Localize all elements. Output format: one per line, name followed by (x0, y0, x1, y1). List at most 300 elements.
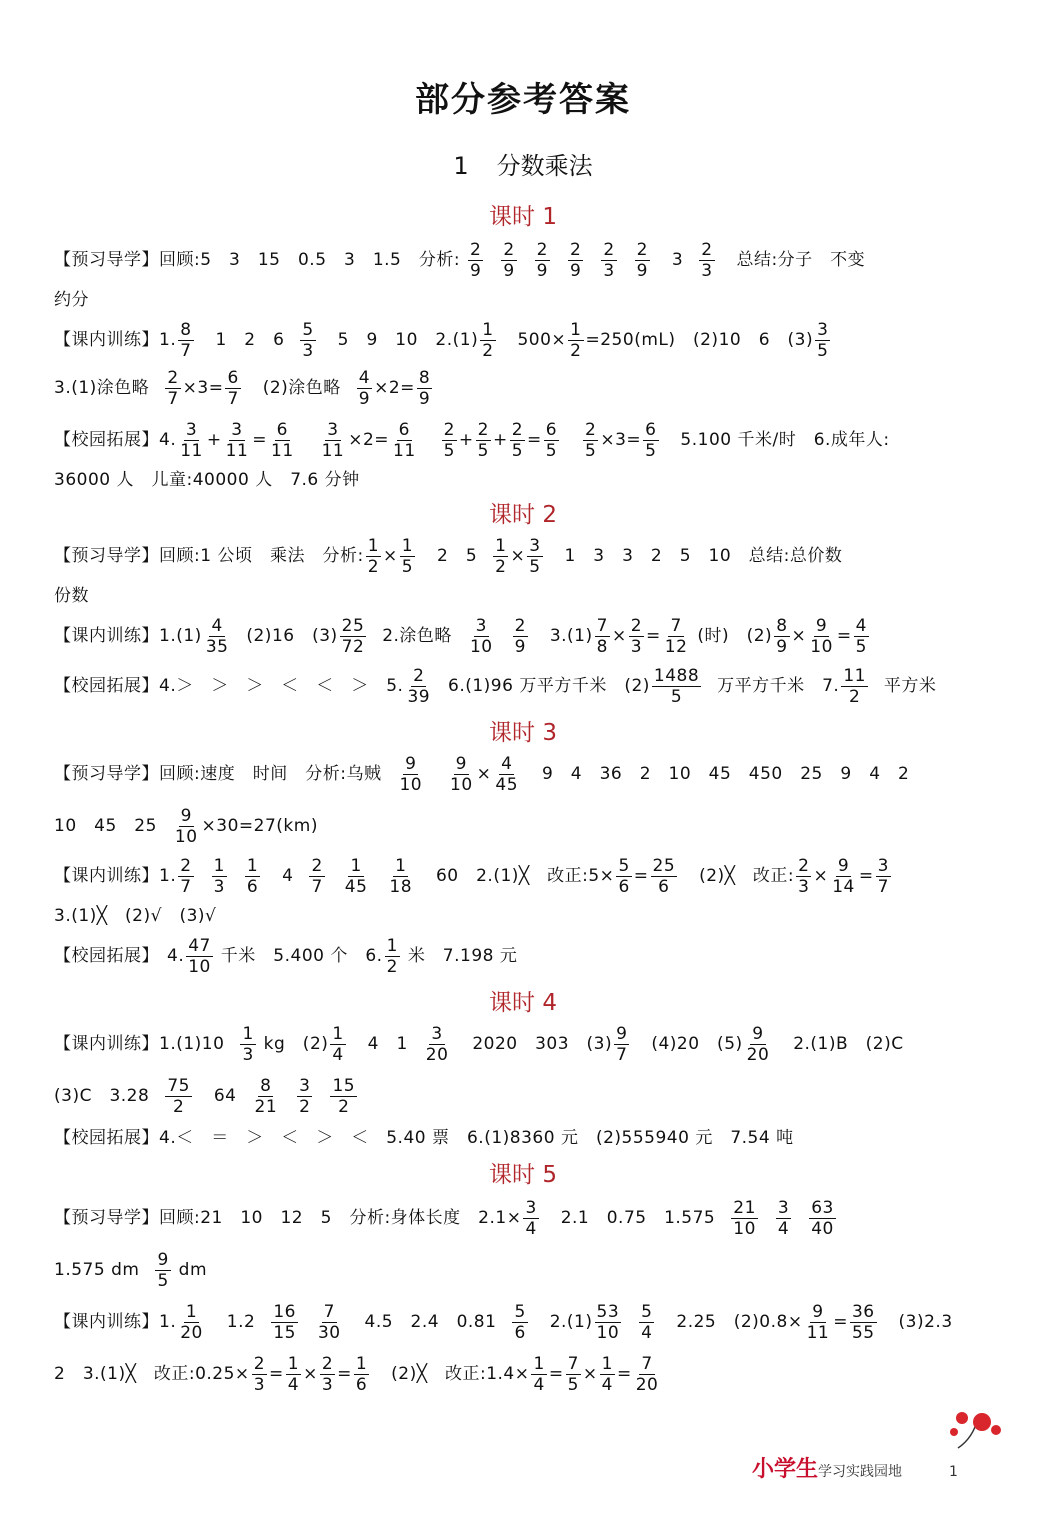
section-label: 【校园拓展】 (54, 946, 159, 966)
answer-text: 3.(1) (549, 626, 593, 646)
numerator: 2 (311, 855, 323, 876)
section-label: 【校园拓展】 (54, 1128, 159, 1148)
fraction (343, 856, 370, 897)
denominator: 21 (254, 1096, 278, 1117)
fraction (830, 856, 857, 897)
numerator: 6 (227, 367, 239, 388)
fraction (527, 536, 542, 577)
numerator: 2 (511, 419, 524, 440)
denominator: 45 (344, 876, 368, 897)
denominator: 3 (302, 340, 314, 361)
answer-text: 4. (159, 430, 177, 450)
denominator: 4 (777, 1218, 790, 1239)
fraction (316, 1302, 343, 1343)
answer-text: × (476, 764, 492, 784)
denominator: 5 (401, 556, 414, 577)
fraction (600, 1354, 615, 1395)
numerator: 2 (180, 855, 192, 876)
fraction (468, 616, 495, 657)
denominator: 6 (355, 1374, 368, 1395)
numerator: 3 (475, 615, 487, 636)
numerator: 9 (812, 1301, 824, 1322)
answer-line (54, 1194, 1016, 1242)
answer-text: 4.＜ ＝ ＞ ＜ ＞ ＜ 5.40 票 6.(1)8360 元 (2)555940 元 7.54 吨 (159, 1128, 794, 1148)
denominator: 3 (701, 260, 713, 281)
denominator: 11 (321, 440, 345, 461)
fraction (854, 616, 869, 657)
answer-text: (2)╳ 改正: (699, 866, 795, 886)
lesson-heading: 课时 1 (489, 204, 557, 230)
answer-text: 3 (671, 250, 684, 270)
answer-line (54, 750, 1016, 798)
numerator: 1 (482, 319, 494, 340)
fraction (178, 1302, 205, 1343)
numerator: 4 (855, 615, 867, 636)
numerator: 6 (398, 419, 410, 440)
answer-text: ×2= (348, 430, 390, 450)
denominator: 30 (317, 1322, 341, 1343)
denominator: 4 (601, 1374, 613, 1395)
numerator: 53 (596, 1301, 620, 1322)
numerator: 25 (341, 615, 365, 636)
section-label: 【预习导学】 (54, 250, 159, 270)
fraction (513, 616, 528, 657)
answer-text: 1.(1)10 (159, 1034, 225, 1054)
denominator: 3 (798, 876, 810, 897)
fraction (595, 1302, 622, 1343)
fraction (809, 1198, 836, 1239)
numerator: 3 (817, 319, 829, 340)
answer-text: (2)涂色略 (262, 378, 341, 398)
answer-text: 4. (167, 946, 185, 966)
fraction (876, 856, 891, 897)
fraction (583, 420, 598, 461)
denominator: 10 (188, 956, 211, 977)
answer-text: × (791, 626, 807, 646)
denominator: 9 (536, 260, 548, 281)
section-label: 【课内训练】 (54, 866, 159, 886)
denominator: 11 (225, 440, 249, 461)
numerator: 15 (332, 1075, 356, 1096)
numerator: 8 (180, 319, 192, 340)
section-label: 【预习导学】 (54, 1208, 159, 1228)
answer-text: (3)2.3 (898, 1312, 953, 1332)
numerator: 9 (405, 753, 417, 774)
answer-text: 2 5 (437, 546, 478, 566)
fraction (212, 856, 227, 897)
answer-text: 3.(1)╳ (2)√ (3)√ (54, 906, 217, 926)
answer-text: = (269, 1364, 284, 1384)
answer-text: 60 2.(1)╳ 改正:5× (435, 866, 615, 886)
denominator: 5 (645, 440, 657, 461)
denominator: 2 (386, 956, 398, 977)
answer-line (54, 662, 1016, 710)
numerator: 2 (536, 239, 548, 260)
denominator: 5 (157, 1270, 169, 1291)
numerator: 2 (443, 419, 455, 440)
denominator: 3 (603, 260, 615, 281)
numerator: 3 (299, 1075, 311, 1096)
fraction (776, 1198, 791, 1239)
fraction (385, 936, 400, 977)
fraction (252, 1354, 267, 1395)
fraction (424, 1024, 451, 1065)
numerator: 4 (358, 367, 371, 388)
numerator: 2 (636, 239, 648, 260)
answer-text: × (510, 546, 526, 566)
denominator: 5 (670, 686, 683, 707)
answer-text: 9 4 36 2 10 45 450 25 9 4 2 (541, 764, 910, 784)
fraction (468, 240, 483, 281)
numerator: 2 (477, 419, 489, 440)
numerator: 1 (570, 319, 582, 340)
numerator: 2 (570, 239, 582, 260)
numerator: 2 (603, 239, 615, 260)
answer-text: = (858, 866, 874, 886)
answer-text: 2.1 0.75 1.575 (560, 1208, 716, 1228)
numerator: 6 (545, 419, 558, 440)
answer-text: 3.(1)涂色略 (54, 378, 150, 398)
denominator: 5 (529, 556, 541, 577)
numerator: 1 (287, 1353, 300, 1374)
fraction (397, 754, 424, 795)
denominator: 9 (636, 260, 648, 281)
numerator: 1 (350, 855, 362, 876)
fraction (796, 856, 811, 897)
fraction (165, 368, 180, 409)
answer-text: × (582, 1364, 598, 1384)
denominator: 3 (630, 636, 643, 657)
answer-line (54, 1072, 1016, 1120)
answer-text: 1. (159, 330, 177, 350)
answer-text: 1.575 dm (54, 1260, 140, 1280)
answer-text: 500× (517, 330, 567, 350)
denominator: 7 (227, 388, 239, 409)
numerator: 5 (618, 855, 630, 876)
numerator: 6 (276, 419, 288, 440)
denominator: 11 (271, 440, 294, 461)
answer-text: (时) (2) (697, 626, 773, 646)
fraction (512, 1302, 527, 1343)
numerator: 2 (253, 1353, 266, 1374)
fraction (850, 1302, 877, 1343)
denominator: 40 (811, 1218, 834, 1239)
fraction (629, 616, 644, 657)
answer-text: 份数 (54, 586, 89, 606)
denominator: 8 (596, 636, 608, 657)
denominator: 5 (585, 440, 597, 461)
numerator: 2 (321, 1353, 334, 1374)
denominator: 4 (641, 1322, 653, 1343)
answer-text: 2 3.(1)╳ 改正:0.25× (54, 1364, 250, 1384)
answer-text: 1.2 (226, 1312, 256, 1332)
numerator: 36 (851, 1301, 875, 1322)
denominator: 9 (470, 260, 482, 281)
denominator: 7 (180, 340, 192, 361)
numerator: 9 (157, 1249, 169, 1270)
fraction (635, 240, 650, 281)
fraction (366, 536, 381, 577)
answer-text: + (206, 430, 222, 450)
answer-text: ×3= (182, 378, 224, 398)
denominator: 7 (311, 876, 323, 897)
fraction (186, 936, 213, 977)
answer-text: 2.(1) (549, 1312, 593, 1332)
fraction (652, 666, 701, 707)
answer-text: 4.5 2.4 0.81 (364, 1312, 497, 1332)
fraction (309, 856, 324, 897)
denominator: 4 (533, 1374, 545, 1395)
answer-text: × (383, 546, 398, 566)
answer-text: × (813, 866, 829, 886)
numerator: 5 (641, 1301, 653, 1322)
denominator: 5 (567, 1374, 579, 1395)
fraction (774, 616, 789, 657)
fraction (340, 616, 367, 657)
denominator: 35 (205, 636, 229, 657)
answer-text: 5 9 10 2.(1) (337, 330, 479, 350)
answer-text: 1. (159, 1312, 177, 1332)
numerator: 25 (652, 855, 676, 876)
denominator: 7 (877, 876, 889, 897)
denominator: 20 (635, 1374, 659, 1395)
numerator: 5 (514, 1301, 526, 1322)
fraction (731, 1198, 758, 1239)
fraction (595, 616, 610, 657)
answer-text: 约分 (54, 290, 89, 310)
numerator: 47 (188, 935, 211, 956)
answer-text: + (458, 430, 474, 450)
answer-text: + (492, 430, 508, 450)
answer-text: = (337, 1364, 352, 1384)
fraction (173, 806, 200, 847)
answer-line (54, 1350, 1016, 1398)
numerator: 63 (811, 1197, 834, 1218)
fraction (271, 1302, 298, 1343)
fraction (699, 240, 714, 281)
fraction (531, 1354, 546, 1395)
answer-text: kg (2) (263, 1034, 329, 1054)
denominator: 2 (172, 1096, 185, 1117)
numerator: 2 (514, 615, 526, 636)
fraction (300, 320, 315, 361)
answer-text: 1. (159, 866, 177, 886)
denominator: 9 (418, 388, 431, 409)
section-label: 【校园拓展】 (54, 430, 159, 450)
numerator: 5 (302, 319, 314, 340)
fraction (405, 666, 432, 707)
numerator: 2 (413, 665, 425, 686)
answer-text: ×2= (374, 378, 415, 398)
fraction (663, 616, 690, 657)
numerator: 21 (733, 1197, 756, 1218)
denominator: 2 (367, 556, 380, 577)
denominator: 7 (616, 1044, 628, 1065)
answer-text: 回顾:5 3 15 0.5 3 1.5 分析: (159, 250, 461, 270)
answer-text: 1.(1) (159, 626, 202, 646)
denominator: 6 (246, 876, 259, 897)
denominator: 6 (514, 1322, 526, 1343)
lesson-heading: 课时 5 (489, 1162, 557, 1188)
answer-text: 64 (213, 1086, 237, 1106)
answer-text: (2)16 (3) (246, 626, 338, 646)
numerator: 9 (837, 855, 850, 876)
numerator: 1 (213, 855, 225, 876)
fraction (240, 1024, 255, 1065)
answer-text: 回顾:速度 时间 分析:乌贼 (159, 764, 382, 784)
numerator: 2 (585, 419, 597, 440)
numerator: 1 (495, 535, 507, 556)
answer-text: 4 (282, 866, 294, 886)
denominator: 12 (664, 636, 688, 657)
section-label: 【预习导学】 (54, 546, 159, 566)
chapter-number: 1 (453, 152, 469, 180)
fraction (841, 666, 868, 707)
numerator: 2 (470, 239, 482, 260)
denominator: 9 (570, 260, 582, 281)
fraction (480, 320, 495, 361)
fraction (442, 420, 457, 461)
fraction (354, 1354, 369, 1395)
answer-text: (4)20 (5) (651, 1034, 743, 1054)
answer-text: 4 1 (367, 1034, 408, 1054)
fraction (815, 320, 830, 361)
answer-text: 2.(1)B (2)C (793, 1034, 904, 1054)
answer-text: ×3= (600, 430, 642, 450)
fraction (400, 536, 415, 577)
denominator: 4 (332, 1044, 344, 1065)
denominator: 14 (832, 876, 855, 897)
answer-text: 回顾:21 10 12 5 分析:身体长度 2.1× (159, 1208, 522, 1228)
fraction (204, 616, 231, 657)
fraction (493, 754, 520, 795)
denominator: 18 (389, 876, 413, 897)
denominator: 3 (321, 1374, 334, 1395)
numerator: 2 (167, 367, 179, 388)
answer-text: 2020 303 (3) (472, 1034, 613, 1054)
lesson-heading: 课时 3 (489, 720, 557, 746)
numerator: 1 (246, 855, 259, 876)
answer-text: × (611, 626, 627, 646)
flower-logo-icon (948, 1408, 1008, 1458)
answer-text: 1 2 6 (215, 330, 285, 350)
answer-line (54, 612, 1016, 660)
numerator: 3 (327, 419, 339, 440)
fraction (568, 320, 583, 361)
denominator: 72 (341, 636, 365, 657)
section-label: 【校园拓展】 (54, 676, 159, 696)
answer-line (54, 932, 1016, 980)
denominator: 11 (393, 440, 416, 461)
answer-text: =250(mL) (2)10 6 (3) (585, 330, 814, 350)
denominator: 4 (525, 1218, 537, 1239)
answer-text: 万平方千米 7. (717, 676, 840, 696)
fraction (330, 1024, 345, 1065)
answer-text: = (616, 1364, 632, 1384)
answer-text: 4.＞ ＞ ＞ ＜ ＜ ＞ 5. (159, 676, 404, 696)
fraction (224, 420, 251, 461)
fraction (566, 1354, 581, 1395)
answer-text: 2.25 (2)0.8× (676, 1312, 803, 1332)
numerator: 4 (211, 615, 223, 636)
fraction (391, 420, 418, 461)
fraction (651, 856, 678, 897)
fraction (639, 1302, 654, 1343)
denominator: 2 (338, 1096, 350, 1117)
lesson-heading: 课时 4 (489, 990, 557, 1016)
fraction (417, 368, 432, 409)
denominator: 45 (495, 774, 519, 795)
fraction (297, 1076, 312, 1117)
answer-text: 米 7.198 元 (407, 946, 518, 966)
fraction (165, 1076, 192, 1117)
brand-red-text: 小学生 (752, 1457, 819, 1482)
numerator: 2 (798, 855, 810, 876)
answer-text: = (836, 626, 852, 646)
answer-text: 1 3 3 2 5 10 总结:总价数 (564, 546, 843, 566)
answer-line (54, 1246, 1016, 1294)
denominator: 2 (495, 556, 507, 577)
denominator: 4 (287, 1374, 300, 1395)
denominator: 5 (477, 440, 489, 461)
answer-text: = (252, 430, 268, 450)
answer-text: × (303, 1364, 318, 1384)
denominator: 20 (180, 1322, 203, 1343)
numerator: 3 (185, 419, 198, 440)
chapter-heading (0, 146, 1046, 181)
denominator: 5 (443, 440, 455, 461)
fraction (387, 856, 414, 897)
numerator: 8 (776, 615, 788, 636)
numerator: 1 (367, 535, 380, 556)
answer-text: dm (178, 1260, 208, 1280)
denominator: 5 (511, 440, 524, 461)
fraction (745, 1024, 772, 1065)
denominator: 10 (596, 1322, 620, 1343)
denominator: 3 (242, 1044, 254, 1065)
denominator: 2 (299, 1096, 311, 1117)
section-label: 【预习导学】 (54, 764, 159, 784)
numerator: 6 (645, 419, 657, 440)
numerator: 9 (455, 753, 467, 774)
numerator: 1 (355, 1353, 368, 1374)
fraction (253, 1076, 280, 1117)
denominator: 55 (851, 1322, 875, 1343)
numerator: 3 (777, 1197, 790, 1218)
denominator: 7 (180, 876, 192, 897)
fraction (476, 420, 491, 461)
fraction (535, 240, 550, 281)
numerator: 7 (641, 1353, 653, 1374)
fraction (510, 420, 525, 461)
numerator: 7 (670, 615, 682, 636)
section-label: 【课内训练】 (54, 330, 159, 350)
denominator: 10 (810, 636, 833, 657)
answer-text: 总结:分子 不变 (736, 250, 866, 270)
numerator: 8 (418, 367, 431, 388)
fraction (643, 420, 658, 461)
answer-text: = (548, 1364, 564, 1384)
denominator: 10 (733, 1218, 756, 1239)
denominator: 3 (253, 1374, 266, 1395)
answer-line (54, 364, 1016, 412)
answer-line (54, 1114, 1016, 1162)
numerator: 1 (533, 1353, 545, 1374)
fraction (178, 856, 193, 897)
numerator: 3 (525, 1197, 537, 1218)
denominator: 39 (407, 686, 431, 707)
numerator: 7 (596, 615, 608, 636)
